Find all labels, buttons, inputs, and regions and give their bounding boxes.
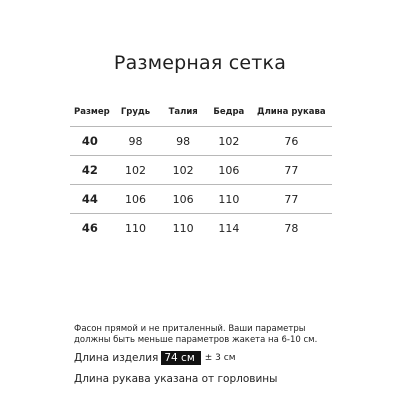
cell-chest: 106 [125, 192, 147, 206]
table-header [70, 98, 332, 126]
cell-sleeve-length: 78 [284, 221, 299, 235]
fit-note-line: должны быть меньше параметров жакета на 6-10 см. [74, 335, 318, 345]
cell-size: 44 [81, 192, 98, 206]
garment-length-tolerance: ± 3 см [204, 353, 236, 363]
table-row [70, 126, 332, 155]
page-title: Размерная сетка [113, 52, 287, 74]
cell-chest: 102 [125, 163, 147, 177]
cell-sleeve-length: 77 [284, 163, 299, 177]
table-row [70, 213, 332, 242]
cell-size: 40 [81, 134, 98, 148]
header-chest: Грудь [120, 107, 151, 117]
garment-length-value: 74 см [161, 351, 200, 365]
size-table [70, 98, 332, 242]
cell-waist: 106 [172, 192, 194, 206]
cell-waist: 98 [176, 134, 191, 148]
fit-note-line: Фасон прямой и не приталенный. Ваши параметры [74, 324, 306, 334]
table-row [70, 155, 332, 184]
header-sleeve-length: Длина рукава [257, 107, 326, 117]
fit-notes [74, 324, 374, 346]
header-size: Размер [74, 107, 110, 117]
cell-sleeve-length: 77 [284, 192, 299, 206]
header-hips: Бедра [213, 107, 245, 117]
cell-hips: 110 [218, 192, 240, 206]
cell-waist: 110 [172, 221, 194, 235]
cell-hips: 102 [218, 134, 240, 148]
table-row [70, 184, 332, 213]
cell-sleeve-length: 76 [284, 134, 299, 148]
header-waist: Талия [168, 107, 198, 117]
garment-length [74, 351, 236, 365]
cell-hips: 106 [218, 163, 240, 177]
garment-length-label: Длина изделия [74, 352, 159, 364]
cell-chest: 98 [128, 134, 143, 148]
cell-waist: 102 [172, 163, 194, 177]
cell-chest: 110 [125, 221, 147, 235]
cell-size: 46 [81, 221, 98, 235]
cell-size: 42 [81, 163, 98, 177]
sleeve-length-note: Длина рукава указана от горловины [74, 373, 278, 385]
cell-hips: 114 [218, 221, 240, 235]
